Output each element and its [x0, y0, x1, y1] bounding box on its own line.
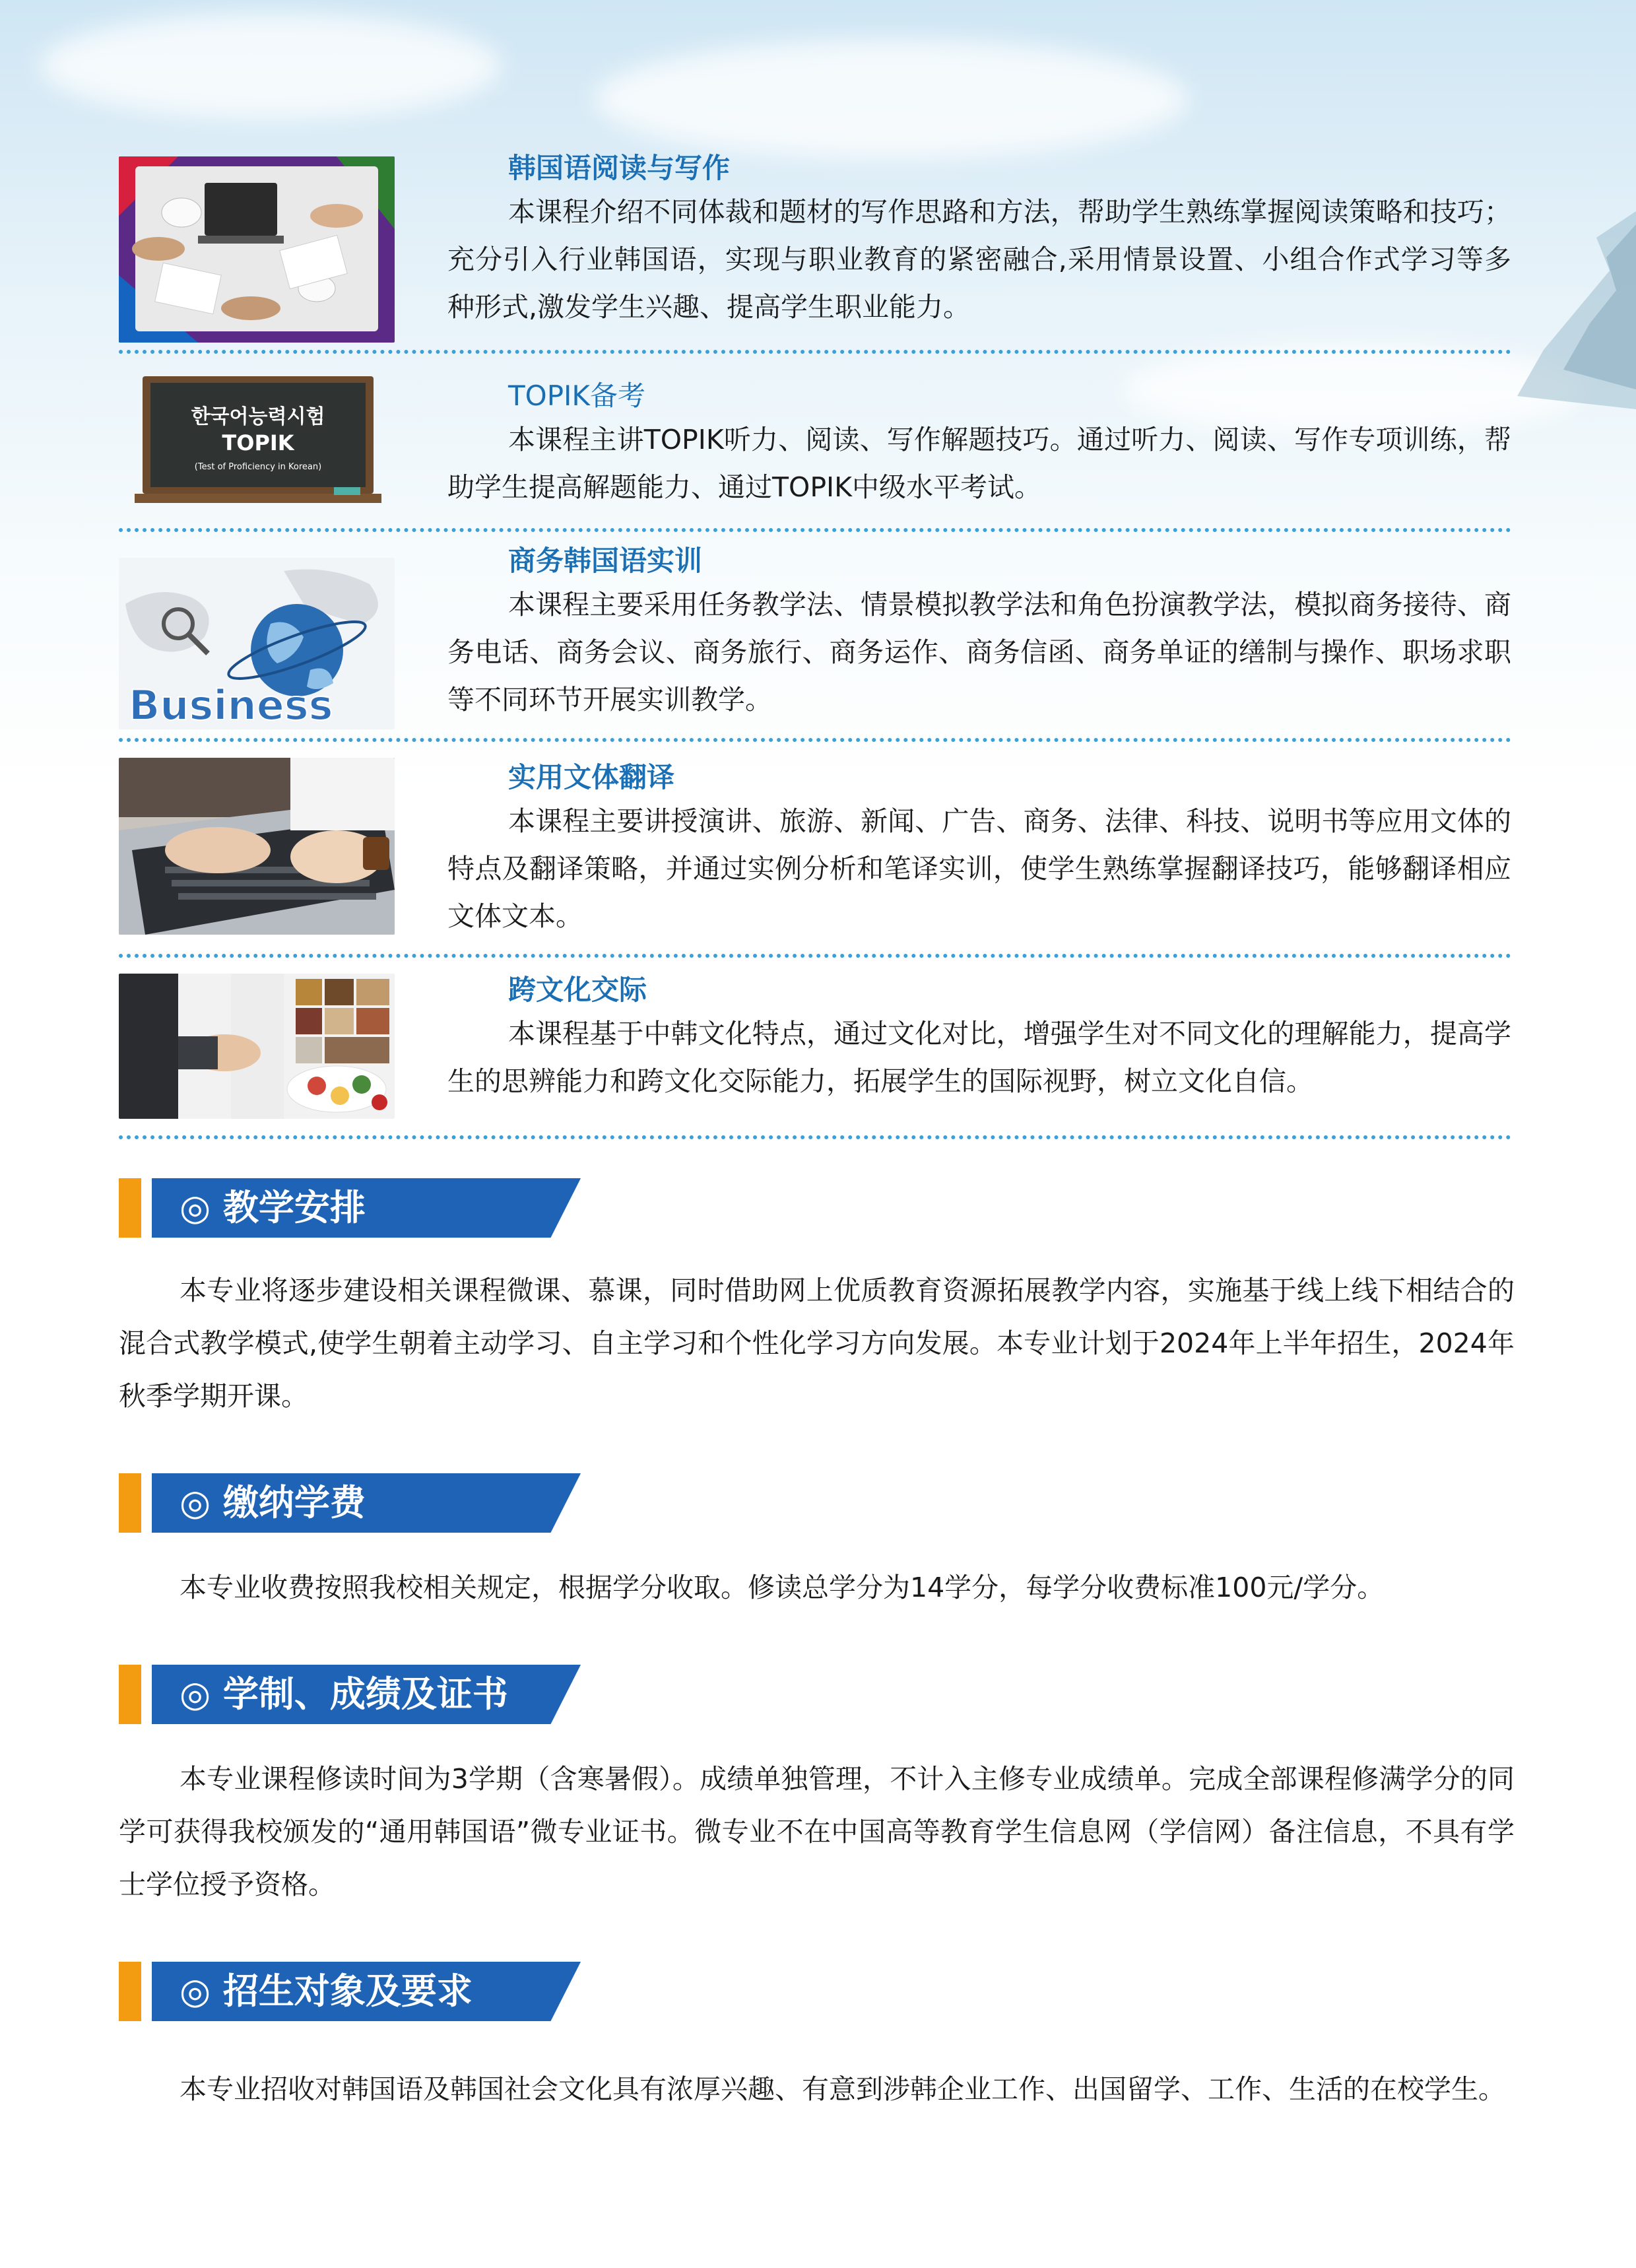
course-image-chalkboard [143, 376, 374, 508]
section-header-duration-grades-certificate [119, 1665, 581, 1724]
course-practical-translation [119, 758, 1511, 956]
course-title: 韩国语阅读与写作 [508, 152, 731, 184]
dotted-divider [119, 738, 1511, 742]
cloud-decoration [594, 40, 1188, 158]
section-title: ◎ 招生对象及要求 [180, 1970, 473, 2012]
course-image-meeting [119, 156, 395, 343]
cloud-decoration [40, 13, 502, 119]
section-header-tuition [119, 1473, 581, 1533]
course-title: TOPIK备考 [508, 380, 645, 412]
business-word: Business [129, 681, 333, 729]
section-accent-bar [119, 1665, 141, 1724]
course-description: 本课程介绍不同体裁和题材的写作思路和方法，帮助学生熟练掌握阅读策略和技巧；充分引入行业韩国语，实现与职业教育的紧密融合,采用情景设置、小组合作式学习等多种形式,激发学生兴趣、提高学生职业能力。 [447, 196, 1511, 323]
course-intercultural [119, 970, 1511, 1129]
board-korean-text: 한국어능력시험 [191, 405, 325, 428]
section-header-teaching-arrangement [119, 1178, 581, 1238]
course-title: 商务韩国语实训 [508, 545, 703, 577]
course-reading-writing [119, 149, 1511, 347]
section-header-enrollment [119, 1962, 581, 2021]
section-title: ◎ 学制、成绩及证书 [180, 1673, 508, 1715]
course-description: 本课程主要讲授演讲、旅游、新闻、广告、商务、法律、科技、说明书等应用文体的特点及翻译策略，并通过实例分析和笔译实训，使学生熟练掌握翻译技巧，能够翻译相应文体文本。 [447, 805, 1511, 932]
board-subtitle: (Test of Proficiency in Korean) [194, 462, 322, 472]
dotted-divider [119, 1135, 1511, 1139]
section-paragraph: 本专业课程修读时间为3学期（含寒暑假）。成绩单独管理，不计入主修专业成绩单。完成全部课程修满学分的同学可获得我校颁发的“通用韩国语”微专业证书。微专业不在中国高等教育学生信息网（学信网）备注信息，不具有学士学位授予资格。 [119, 1763, 1515, 1900]
course-description: 本课程主讲TOPIK听力、阅读、写作解题技巧。通过听力、阅读、写作专项训练，帮助学生提高解题能力、通过TOPIK中级水平考试。 [447, 424, 1511, 503]
mountain-decoration [1517, 198, 1636, 409]
board-topik-text: TOPIK [222, 430, 294, 455]
dotted-divider [119, 954, 1511, 958]
section-accent-bar [119, 1473, 141, 1533]
course-topik [119, 376, 1511, 521]
dotted-divider [119, 528, 1511, 532]
section-paragraph: 本专业将逐步建设相关课程微课、慕课，同时借助网上优质教育资源拓展教学内容，实施基于线上线下相结合的混合式教学模式,使学生朝着主动学习、自主学习和个性化学习方向发展。本专业计划于2024年上半年招生，2024年秋季学期开课。 [119, 1275, 1515, 1412]
course-description: 本课程主要采用任务教学法、情景模拟教学法和角色扮演教学法，模拟商务接待、商务电话、商务会议、商务旅行、商务运作、商务信函、商务单证的缮制与操作、职场求职等不同环节开展实训教学。 [447, 589, 1511, 716]
course-business-korean [119, 541, 1511, 739]
dotted-divider [119, 350, 1511, 354]
section-paragraph: 本专业招收对韩国语及韩国社会文化具有浓厚兴趣、有意到涉韩企业工作、出国留学、工作、生活的在校学生。 [180, 2073, 1505, 2105]
section-accent-bar [119, 1962, 141, 2021]
section-title: ◎ 缴纳学费 [180, 1482, 366, 1523]
course-title: 跨文化交际 [508, 974, 647, 1006]
course-image-handshake [119, 974, 395, 1119]
course-description: 本课程基于中韩文化特点，通过文化对比，增强学生对不同文化的理解能力，提高学生的思辨能力和跨文化交际能力，拓展学生的国际视野，树立文化自信。 [447, 1018, 1511, 1097]
course-image-laptop [119, 758, 395, 935]
section-accent-bar [119, 1178, 141, 1238]
course-title: 实用文体翻译 [508, 761, 675, 793]
section-paragraph: 本专业收费按照我校相关规定，根据学分收取。修读总学分为14学分，每学分收费标准100元/学分。 [180, 1572, 1385, 1603]
section-title: ◎ 教学安排 [180, 1187, 366, 1228]
course-image-business [119, 558, 395, 729]
